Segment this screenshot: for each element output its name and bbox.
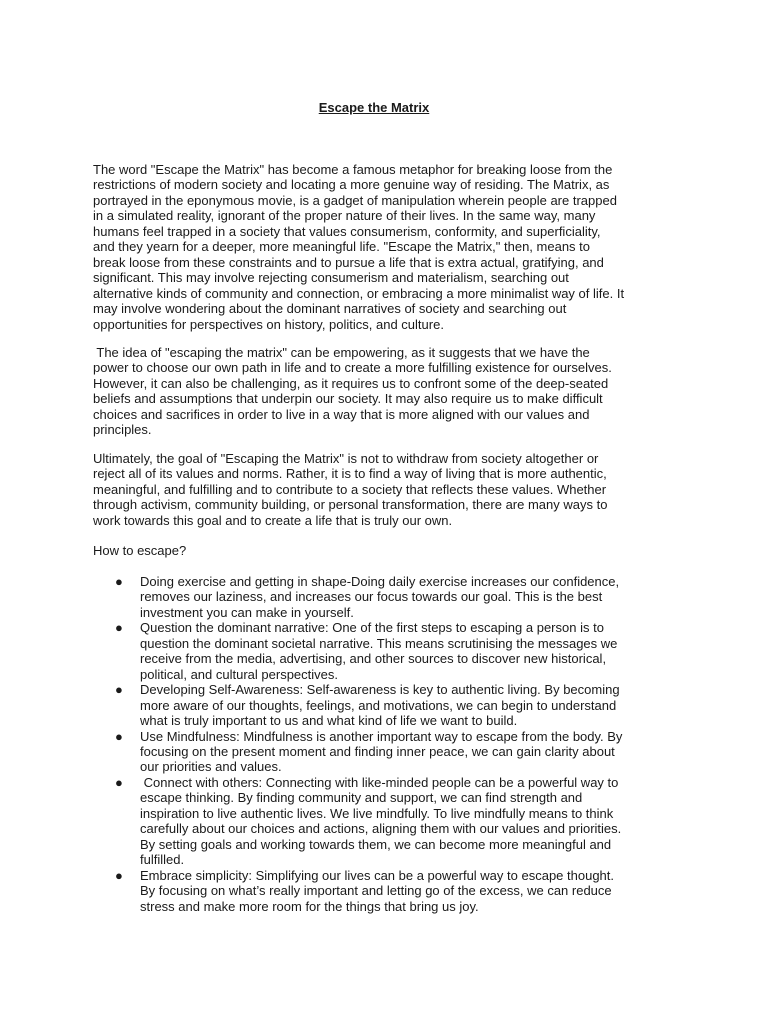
- paragraph-ultimately: [93, 451, 693, 528]
- paragraph-line: and they yearn for a deeper, more meaningful life. "Escape the Matrix," then, means to: [93, 239, 591, 255]
- bullet-icon: ●: [115, 728, 123, 744]
- paragraph-line: The idea of "escaping the matrix" can be empowering, as it suggests that we have the: [93, 345, 590, 360]
- paragraph-line: through activism, community building, or personal transformation, there are many ways to: [93, 497, 608, 513]
- list-item-line: focusing on the present moment and finding inner peace, we can gain clarity about: [140, 743, 615, 759]
- paragraph-line: may involve wondering about the dominant narratives of society and searching out: [93, 301, 567, 317]
- list-item-line: stress and make more room for the things that bring us joy.: [140, 898, 479, 914]
- list-item-line: Question the dominant narrative: One of the first steps to escaping a person is to: [140, 620, 604, 636]
- list-item-line: fulfilled.: [140, 852, 185, 868]
- paragraph-intro: [93, 162, 693, 332]
- paragraph-line: in a simulated reality, ignorant of the proper nature of their lives. In the same way, many: [93, 208, 596, 224]
- paragraph-line: work towards this goal and to create a life that is truly our own.: [93, 512, 453, 528]
- list-item-line: escape thinking. By finding community and support, we can find strength and: [140, 790, 583, 806]
- list-item-line: question the dominant societal narrative. This means scrutinising the messages we: [140, 635, 618, 651]
- list-item: [115, 574, 695, 620]
- paragraph-line: However, it can also be challenging, as it requires us to confront some of the deep-seated: [93, 375, 609, 391]
- list-item-line: removes our laziness, and increases our focus towards our goal. This is the best: [140, 589, 603, 605]
- list-item: [115, 729, 695, 775]
- paragraph-line: alternative kinds of community and connection, or embracing a more minimalist way of life. It: [93, 285, 625, 301]
- list-item-line: what is truly important to us and what kind of life we want to build.: [140, 713, 518, 729]
- list-item-line: By focusing on what’s really important and letting go of the excess, we can reduce: [140, 883, 612, 899]
- paragraph-line: power to choose our own path in life and to create a more fulfilling existence for ourselves.: [93, 360, 612, 376]
- paragraph-line: The word "Escape the Matrix" has become a famous metaphor for breaking loose from the: [93, 162, 613, 177]
- list-item-line: Developing Self-Awareness: Self-awareness is key to authentic living. By becoming: [140, 682, 620, 698]
- list-item: [115, 620, 695, 682]
- paragraph-line: opportunities for perspectives on history, politics, and culture.: [93, 316, 444, 332]
- list-item-line: Use Mindfulness: Mindfulness is another important way to escape from the body. By: [140, 728, 623, 744]
- paragraph-line: Ultimately, the goal of "Escaping the Matrix" is not to withdraw from society altogether or: [93, 451, 599, 466]
- paragraph-line: reject all of its values and norms. Rather, it is to find a way of living that is more authentic,: [93, 466, 607, 482]
- paragraph-line: humans feel trapped in a society that values consumerism, conformity, and superficiality,: [93, 223, 601, 239]
- list-item-line: Doing exercise and getting in shape-Doing daily exercise increases our confidence,: [140, 574, 620, 589]
- paragraph-line: portrayed in the eponymous movie, is a gadget of manipulation wherein people are trapped: [93, 192, 617, 208]
- list-item-line: investment you can make in yourself.: [140, 604, 354, 620]
- list-item: [115, 868, 695, 914]
- bullet-icon: ●: [115, 774, 123, 790]
- list-item-line: Embrace simplicity: Simplifying our lives can be a powerful way to escape thought.: [140, 867, 614, 883]
- paragraph-line: restrictions of modern society and locating a more genuine way of residing. The Matrix, as: [93, 177, 610, 193]
- list-item-line: our priorities and values.: [140, 759, 282, 775]
- paragraph-line: break loose from these constraints and to pursue a life that is extra actual, gratifying, and: [93, 254, 604, 270]
- document-title: Escape the Matrix: [318, 100, 430, 115]
- list-item-line: receive from the media, advertising, and other sources to discover new historical,: [140, 651, 607, 667]
- bullet-list: [115, 574, 695, 914]
- list-item-line: Connect with others: Connecting with like-minded people can be a powerful way to: [140, 774, 619, 790]
- paragraph-line: beliefs and assumptions that underpin our society. It may also require us to make difficult: [93, 391, 603, 407]
- bullet-icon: ●: [115, 682, 123, 698]
- paragraph-line: principles.: [93, 422, 152, 438]
- list-item-line: more aware of our thoughts, feelings, and motivations, we can begin to understand: [140, 697, 617, 713]
- bullet-icon: ●: [115, 574, 123, 589]
- paragraph-line: significant. This may involve rejecting consumerism and materialism, searching out: [93, 270, 569, 286]
- list-item-line: carefully about our choices and actions, aligning them with our values and priorities.: [140, 821, 622, 837]
- section-heading: How to escape?: [93, 543, 187, 558]
- list-item: [115, 682, 695, 728]
- section-heading-how-to-escape: [93, 543, 693, 558]
- list-item: [115, 775, 695, 868]
- list-item-line: political, and cultural perspectives.: [140, 666, 338, 682]
- bullet-icon: ●: [115, 867, 123, 883]
- list-item-line: By setting goals and working towards them, we can become more meaningful and: [140, 836, 612, 852]
- list-item-line: inspiration to live authentic lives. We live mindfully. To live mindfully means to think: [140, 805, 614, 821]
- paragraph-idea: [93, 345, 693, 438]
- paragraph-line: choices and sacrifices in order to live in a way that is more aligned with our values and: [93, 406, 590, 422]
- paragraph-line: meaningful, and fulfilling and to contribute to a society that reflects these values. Whether: [93, 481, 607, 497]
- bullet-icon: ●: [115, 620, 123, 636]
